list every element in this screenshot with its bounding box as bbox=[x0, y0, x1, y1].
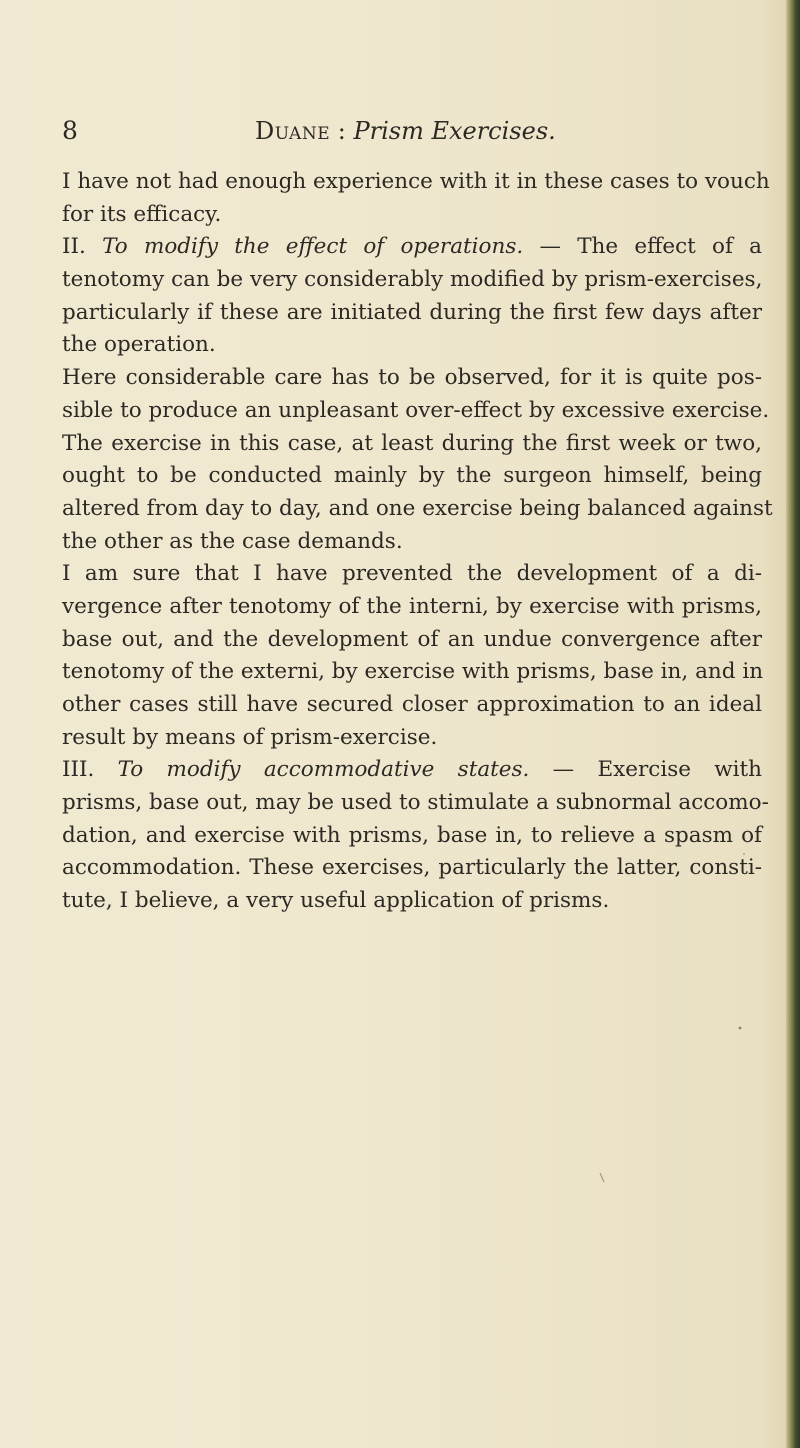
running-head-separator: : bbox=[330, 117, 354, 145]
text-line: Here considerable care has to be observed, for it is quite pos- bbox=[62, 365, 762, 391]
text-line: I am sure that I have prevented the development of a di- bbox=[62, 561, 762, 587]
section-lead-text: — Exercise with bbox=[529, 757, 762, 783]
text-line: tute, I believe, a very useful application of prisms. bbox=[62, 888, 610, 914]
text-line: prisms, base out, may be used to stimulate a subnormal accomo- bbox=[62, 790, 769, 816]
page-number: 8 bbox=[62, 116, 78, 145]
text-line: result by means of prism-exercise. bbox=[62, 724, 438, 750]
paper-speck bbox=[739, 1027, 742, 1030]
section-number: III. bbox=[62, 757, 118, 783]
section-lead-text: — The effect of a bbox=[523, 234, 762, 260]
paper-scratch bbox=[600, 1173, 604, 1182]
section-heading: To modify the effect of operations. bbox=[102, 234, 524, 260]
text-line: base out, and the development of an undue convergence after bbox=[62, 626, 762, 652]
text-line: vergence after tenotomy of the interni, by exercise with prisms, bbox=[62, 593, 762, 619]
text-line: tenotomy of the externi, by exercise with prisms, base in, and in bbox=[62, 659, 764, 685]
text-line: accommodation. These exercises, particularly the latter, consti- bbox=[62, 855, 762, 881]
text-line: dation, and exercise with prisms, base in, to relieve a spasm of bbox=[62, 822, 762, 848]
text-line: other cases still have secured closer approximation to an ideal bbox=[62, 692, 762, 717]
text-line: tenotomy can be very considerably modified by prism-exercises, bbox=[62, 267, 763, 293]
binding-edge bbox=[786, 0, 800, 1448]
section-heading: To modify accommodative states. bbox=[117, 757, 530, 783]
running-head-author: Duane bbox=[255, 117, 331, 145]
text-line: The exercise in this case, at least during the first week or two, bbox=[62, 430, 762, 456]
text-line: the operation. bbox=[62, 332, 216, 358]
running-head-work-title: Prism Exercises. bbox=[353, 117, 556, 145]
text-line: altered from day to day, and one exercise being balanced against bbox=[62, 495, 773, 521]
paper-speck bbox=[743, 853, 745, 855]
text-line: ought to be conducted mainly by the surgeon himself, being bbox=[62, 463, 762, 489]
text-line: the other as the case demands. bbox=[62, 528, 403, 554]
text-line: sible to produce an unpleasant over-effect by excessive exercise. bbox=[62, 397, 770, 423]
text-line: for its efficacy. bbox=[62, 201, 222, 227]
section-number: II. bbox=[62, 234, 103, 260]
text-line: particularly if these are initiated during the first few days after bbox=[62, 299, 762, 325]
text-line: I have not had enough experience with it in these cases to vouch bbox=[62, 169, 770, 194]
